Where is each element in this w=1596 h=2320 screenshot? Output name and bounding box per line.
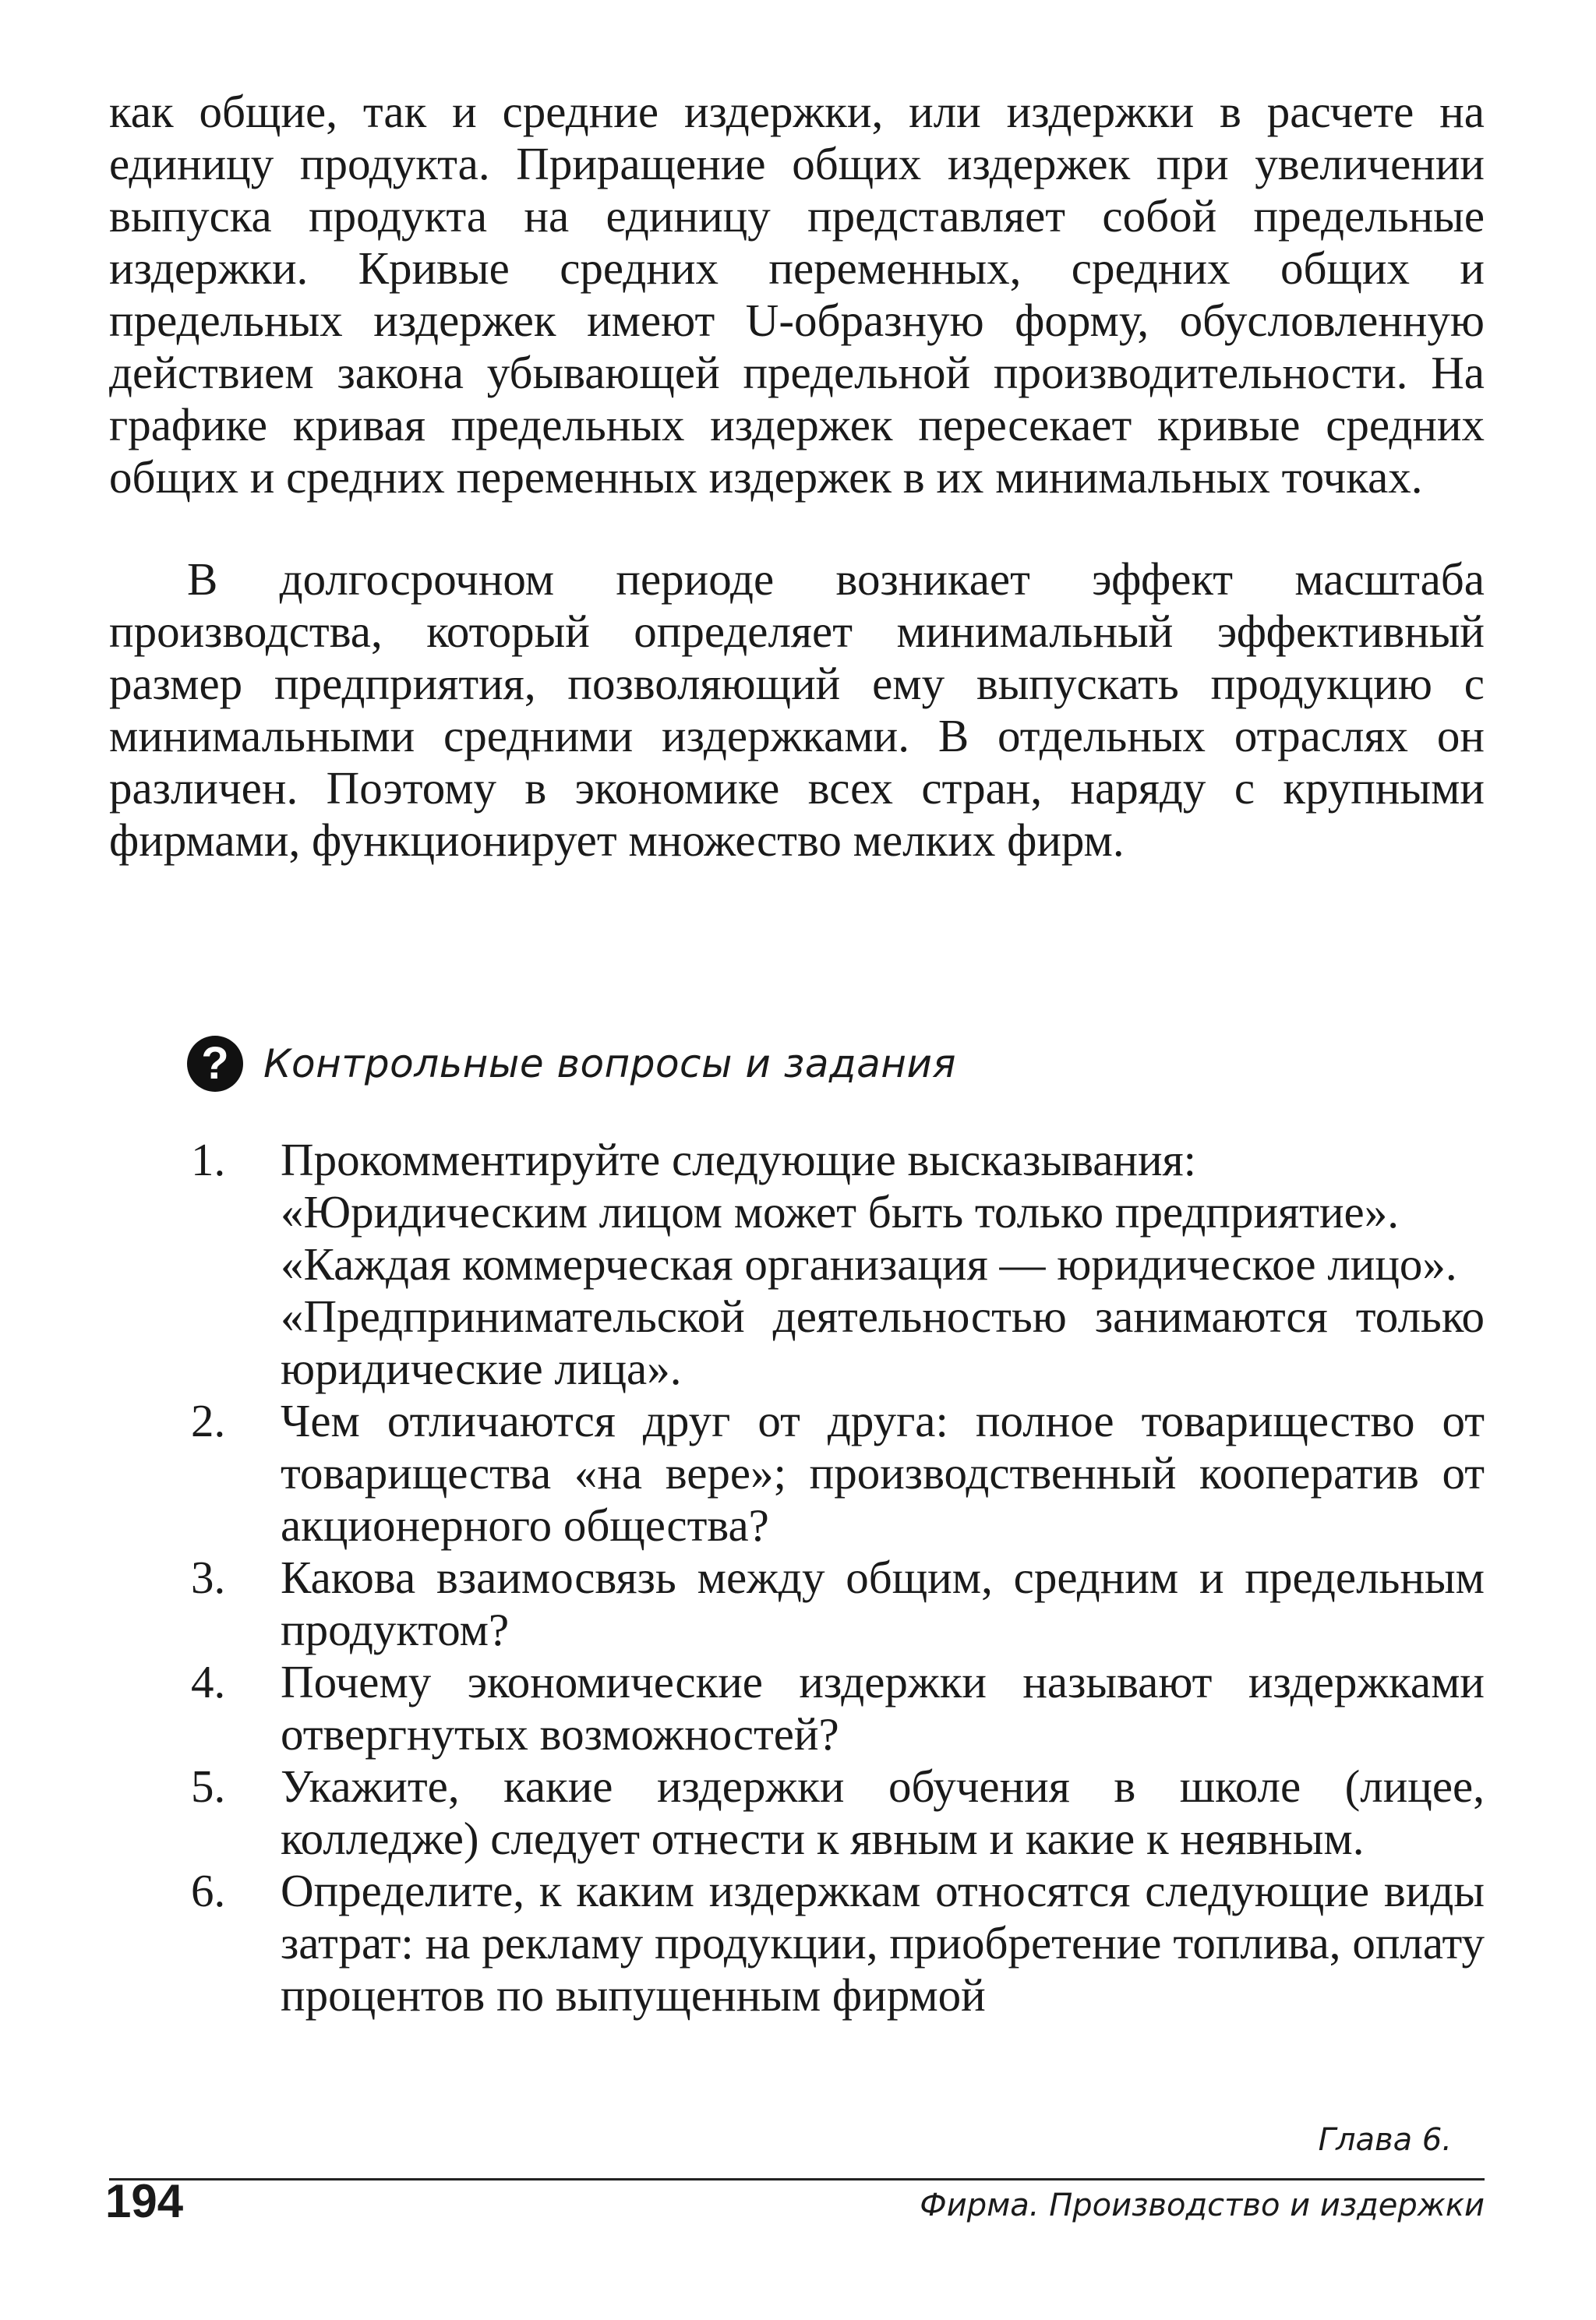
question-item — [191, 1395, 1485, 1552]
running-header-chapter: Глава 6. — [1318, 2122, 1452, 2158]
running-header-title: Фирма. Производство и издержки — [920, 2188, 1485, 2223]
question-text: Чем отличаются друг от друга: полное товарищество от товарищества «на вере»; производственный кооператив от акционерного общества? — [281, 1395, 1485, 1551]
questions-list — [191, 1134, 1485, 2022]
section-title: Контрольные вопросы и задания — [263, 1041, 957, 1086]
question-item — [191, 1865, 1485, 2022]
question-number: 1. — [191, 1134, 226, 1185]
section-header — [187, 1033, 956, 1095]
question-text — [281, 1134, 1485, 1395]
quote-line: «Юридическим лицом может быть только предприятие». — [281, 1186, 1399, 1238]
question-text: Укажите, какие издержки обучения в школе (лицее, колледже) следует отнести к явным и какие к неявным. — [281, 1760, 1485, 1864]
quote-line: «Предпринимательской деятельностью занимаются только юридические лица». — [281, 1291, 1485, 1394]
question-number: 3. — [191, 1552, 226, 1603]
question-text: Определите, к каким издержкам относятся следующие виды затрат: на рекламу продукции, приобретение топлива, оплату процентов по выпущенным фирмой — [281, 1865, 1485, 2021]
question-item — [191, 1552, 1485, 1656]
question-text: Какова взаимосвязь между общим, средним и предельным продуктом? — [281, 1552, 1485, 1655]
paragraph: как общие, так и средние издержки, или издержки в расчете на единицу продукта. Приращение общих издержек при увеличении выпуска продукта на единицу представляет собой предельные издержки. Кривые средних переменных, средних общих и предельных издержек имеют U-образную форму, обусловленную действием закона убывающей предельной производительности. На графике кривая предельных издержек пересекает кривые средних общих и средних переменных издержек в их минимальных точках. — [109, 86, 1485, 503]
question-item — [191, 1656, 1485, 1760]
question-line: Прокомментируйте следующие высказывания: — [281, 1134, 1197, 1185]
question-text: Почему экономические издержки называют издержками отвергнутых возможностей? — [281, 1656, 1485, 1760]
footer-divider — [109, 2178, 1485, 2181]
question-number: 5. — [191, 1760, 226, 1812]
question-number: 6. — [191, 1865, 226, 1916]
quote-line: «Каждая коммерческая организация — юридическое лицо». — [281, 1238, 1457, 1290]
question-number: 4. — [191, 1656, 226, 1707]
question-item — [191, 1134, 1485, 1395]
page-number: 194 — [105, 2175, 184, 2227]
question-icon: ? — [187, 1036, 243, 1092]
question-number: 2. — [191, 1395, 226, 1446]
paragraph: В долгосрочном периоде возникает эффект масштаба производства, который определяет минимальный эффективный размер предприятия, позволяющий ему выпускать продукцию с минимальными средними издержками. В отдельных отраслях он различен. Поэтому в экономике всех стран, наряду с крупными фирмами, функционирует множество мелких фирм. — [109, 553, 1485, 866]
question-item — [191, 1760, 1485, 1865]
